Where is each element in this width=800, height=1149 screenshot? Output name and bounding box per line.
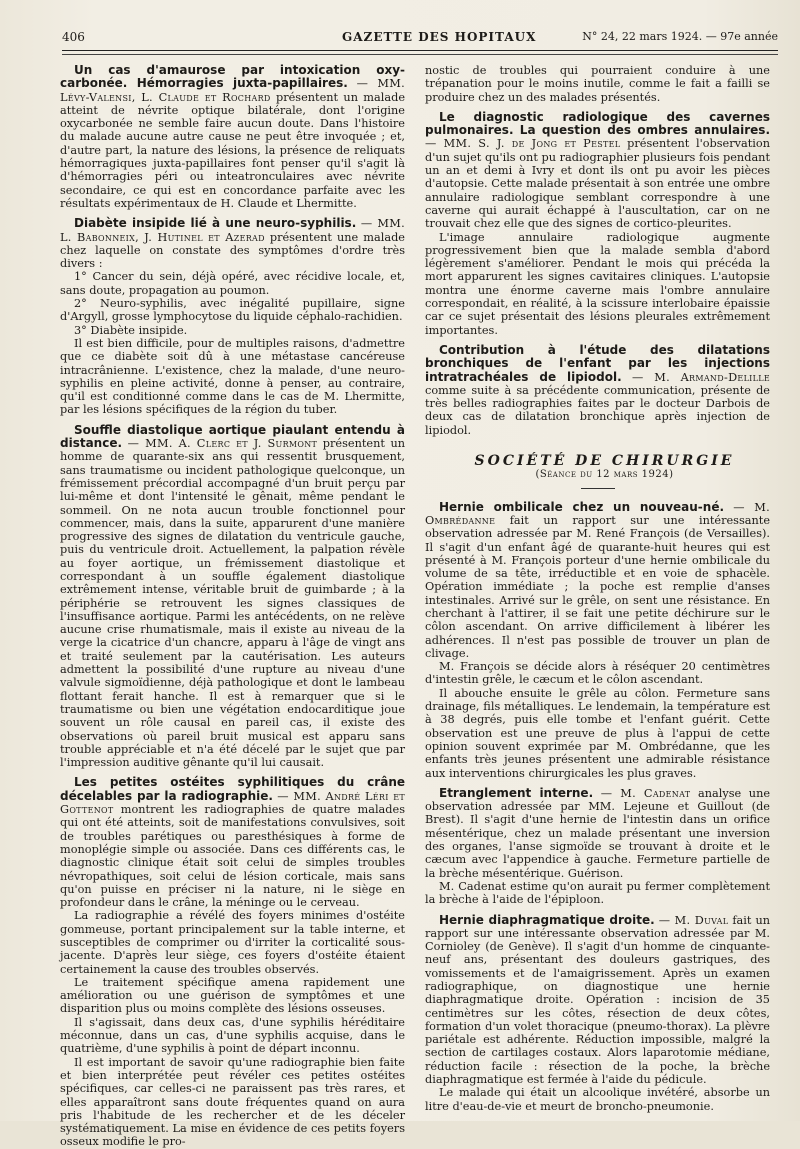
article-text: fait un rapport sur une intéressante observation adressée par M. René François (de Versailles). Il s'agit d'un enfant âgé de quarante-huit heures qui est présenté à M. François porteur d'une hernie ombilicale du volume de sa tête, irréductible et en voie de sphacèle. Opération immédiate ; la poche est remplie d'anses intestinales. Arrivé sur le grêle, on sent une résistance. En cherchant à l'attirer, il se fait une petite déchirure sur le côlon ascendant. On arrive difficilement à libérer les adhérences. Il n'est pas possible de trouver un plan de clivage.	[425, 513, 771, 660]
article-text: Le traitement spécifique amena rapidement une amélioration ou une guérison de symptômes et une disparition plus ou moins complète des lésions osseuses.	[60, 975, 405, 1016]
article-title: Les petites ostéites syphilitiques du crâne décelables par la radiographie.	[60, 775, 405, 803]
session-date: (Séance du 12 mars 1924)	[535, 469, 674, 481]
article-text: Il est important de savoir qu'une radiographie bien faite et bien interprétée peut révéler ces petites ostéites spécifiques, car celles-ci ne paraissent pas très rares, et elles apparaîtront sans doute fréquentes quand on aura pris l'habitude de les rechercher et de les déceler systématiquement. La mise en évidence de ces petits foyers osseux modifie le pro-	[60, 1055, 405, 1149]
article	[60, 217, 405, 270]
article	[60, 776, 405, 909]
article-text: Le malade qui était un alcoolique invétéré, absorbe un litre d'eau-de-vie et meurt de broncho-pneumonie.	[425, 1086, 770, 1113]
header-rule	[62, 50, 778, 51]
article-text: présentent un malade atteint de névrite optique bilatérale, dont l'origine oxycarbonée ne semble faire aucun doute. Dans l'histoire du malade aucune autre cause ne peut être invoquée ; et, d'autre part, la nature des lésions, la présence de reliquats hémorragiques juxta-papillaires font penser qu'il s'agit là d'hémorragies péri ou inteatronculaires avec névrite secondaire, ce qui est en concordance parfaite avec les résultats expérimentaux de H. Claude et Lhermitte.	[60, 90, 406, 210]
page-header	[62, 30, 778, 48]
journal-title: GAZETTE DES HOPITAUX	[342, 30, 537, 44]
article-text: M. Cadenat estime qu'on aurait pu fermer complètement la brèche à l'aide de l'épiploon.	[425, 879, 770, 907]
article-title: Contribution à l'étude des dilatations bronchiques de l'enfant par les injections intratrachéales de lipiodol.	[425, 342, 770, 384]
article	[60, 424, 405, 770]
article-text: La radiographie a révélé des foyers minimes d'ostéite gommeuse, portant principalement sur la table interne, et susceptibles de comprimer ou d'irriter la corticalité sous-jacente. D'après leur siège, ces foyers d'ostéite étaient certainement la cause des troubles observés.	[60, 909, 405, 976]
article-authors: — MM. A. Clerc et J. Surmont	[127, 437, 318, 451]
article	[425, 787, 770, 880]
article-title: Hernie ombilicale chez un nouveau-né.	[439, 499, 725, 514]
article-text: présentent une malade chez laquelle on constate des symptômes d'ordre très divers :	[60, 230, 405, 271]
article-title: Etranglement interne.	[439, 785, 594, 800]
article-authors: — MM. Lévy-Valensi, L. Claude et Rochard	[60, 77, 405, 104]
article-text: nostic de troubles qui pourraient conduire à une trépanation pour le moins inutile, comme le fait a failli se produire chez un des malades présentés.	[425, 64, 770, 104]
article-text: Il abouche ensuite le grêle au côlon. Fermeture sans drainage, fils métalliques. Le lendemain, la température est à 38 degrés, puis elle tombe et l'enfant guérit. Cette observation est une preuve de plus à l'appui de cette opinion souvent exprimée par M. Ombrédanne, que les enfants très jeunes présentent une admirable résistance aux interventions chirurgicales les plus graves.	[425, 686, 770, 780]
article-title: Un cas d'amaurose par intoxication oxy-carbonée. Hémorragies juxta-papillaires.	[60, 63, 405, 91]
article-authors: — M. Cadenat	[600, 786, 691, 800]
article-text: L'image annulaire radiologique augmente progressivement bien que la malade sembla d'abord légèrement s'améliorer. Pendant le mois qui précéda la mort apparurent les signes cavitaires cliniques. L'autopsie montra une énorme caverne mais l'ombre annulaire correspondait, en réalité, à la scissure interlobaire épaissie car ce sujet présentait des lésions pleurales extrêmement importantes.	[425, 230, 770, 337]
right-column	[425, 64, 770, 1113]
article-authors: — MM. André Léri et Gottenot	[60, 789, 405, 817]
article-authors: — M. Duval	[658, 913, 729, 927]
list-item: 3° Diabète insipide.	[74, 323, 188, 337]
article-text: M. François se décide alors à réséquer 20 centimètres d'intestin grêle, le cæcum et le côlon ascendant.	[425, 660, 770, 687]
article-text: Il s'agissait, dans deux cas, d'une syphilis héréditaire méconnue, dans un cas, d'une syphilis acquise, dans le quatrième, d'une syphilis à point de départ inconnu.	[60, 1015, 405, 1056]
left-column	[60, 64, 405, 1149]
article-authors: — M. Armand-Delille	[632, 370, 771, 384]
article-text: présentent l'observation d'un sujet qu'ils ont pu radiographier plusieurs fois pendant un an et demi à Ivry et dont ils ont pu avoir les pièces d'autopsie. Cette malade présentait à son entrée une ombre annulaire radiologique semblant correspondre à une caverne qui aurait échappé à l'auscultation, car on ne trouvait chez elle que des signes de cortico-pleurites.	[425, 137, 770, 231]
header-rule-thin	[62, 54, 778, 55]
article	[60, 64, 405, 210]
article-authors: — MM. S. J. de Jong et Pestel	[425, 137, 621, 151]
article-title: Souffle diastolique aortique piaulant entendu à distance.	[60, 422, 405, 451]
page-number: 406	[62, 30, 85, 44]
article-text: fait un rapport sur une intéressante observation adressée par M. Cornioley (de Genève). Il s'agit d'un homme de cinquante-neuf ans, présentant des douleurs gastriques, des vomissements et de l'amaigrissement. Après un examen radiographique, on diagnostique une hernie diaphragmatique droite. Opération : incision de 35 centimètres sur les côtes, résection de deux côtes, formation d'un volet thoracique (pneumo-thorax). La plèvre pariétale est adhérente. Réduction impossible, malgré la section de cartilages costaux. Alors laparotomie médiane, réduction facile : résection de la poche, la brèche diaphragmatique est fermée à l'aide du pédicule.	[425, 913, 771, 1087]
list-item: 2° Neuro-syphilis, avec inégalité pupillaire, signe d'Argyll, grosse lymphocytose du liquide céphalo-rachidien.	[60, 297, 405, 324]
issue-info: N° 24, 22 mars 1924. — 97e année	[582, 30, 778, 43]
article-text: présentent un homme de quarante-six ans qui ressentit brusquement, sans traumatisme ou incident pathologique quelconque, un frémissement précordial accompagné d'un bruit perçu par lui-même et dont l'intensité le gênait, même pendant le sommeil. On ne nota aucun trouble fonctionnel pour commencer, mais, dans la suite, apparurent d'une manière progressive des signes de dilatation du ventricule gauche, puis du ventricule droit. Actuellement, la palpation révèle au foyer aortique, un frémissement diastolique et correspondant à un souffle également diastolique extrêmement intense, véritable bruit de guimbarde ; à la périphérie se retrouvent les signes classiques de l'insuffisance aortique. Parmi les antécédents, on ne relève aucune crise rhumatismale, mais il existe au niveau de la verge la cicatrice d'un chancre, apparu à l'âge de vingt ans et traité seulement par la cautérisation. Les auteurs admettent la possibilité d'une rupture au niveau d'une valvule sigmoïdienne, déjà pathologique et dont le lambeau flottant ferait hanche. Il est à remarquer que si le traumatisme ou bien une végétation endocarditique joue souvent un rôle causal en pareil cas, il existe des observations où pareil bruit musical est apparu sans trouble appréciable et n'a été décelé par le sujet que par l'impression auditive gênante qu'il lui causait.	[60, 437, 406, 770]
article-authors: — M. Ombrédanne	[425, 500, 770, 527]
article-text: analyse une observation adressée par MM. Lejeune et Guillout (de Brest). Il s'agit d'une hernie de l'intestin dans un orifice mésentérique, chez un malade présentant une inversion des organes, l'anse sigmoïde se trouvant à droite et le cæcum avec l'appendice à gauche. Fermeture partielle de la brèche mésentérique. Guérison.	[425, 786, 771, 880]
article	[425, 914, 770, 1087]
article-text: comme suite à sa précédente communication, présente de très belles radiographies faites par le docteur Darbois de deux cas de dilatation bronchique après injection de lipiodol.	[425, 383, 770, 437]
article-title: Diabète insipide lié à une neuro-syphilis.	[74, 216, 357, 231]
article-title: Le diagnostic radiologique des cavernes pulmonaires. La question des ombres annulaires.	[425, 109, 770, 138]
article-text: Il est bien difficile, pour de multiples raisons, d'admettre que ce diabète soit dû à une métastase cancéreuse intracrânienne. L'existence, chez la malade, d'une neuro-syphilis en pleine activité, donne à penser, au contraire, qu'il est conditionné comme dans le cas de M. Lhermitte, par les lésions spécifiques de la région du tuber.	[60, 336, 405, 417]
list-item: 1° Cancer du sein, déjà opéré, avec récidive locale, et, sans doute, propagation au poumon.	[60, 270, 405, 297]
article-title: Hernie diaphragmatique droite.	[439, 912, 655, 927]
article-text: montrent les radiographies de quatre malades qui ont été atteints, soit de manifestations convulsives, soit de troubles parétiques ou paresthésiques à forme de monoplégie simple ou associée. Dans ces différents cas, le diagnostic clinique était soit celui de simples troubles névropathiques, soit celui de lésion corticale, mais sans qu'on puisse en préciser ni la nature, ni le siège en profondeur dans le crâne, la méninge ou le cerveau.	[60, 803, 406, 910]
article	[425, 111, 770, 231]
article-authors: — MM. L. Babonneix, J. Hutinel et Azerad	[60, 217, 405, 244]
article	[425, 344, 770, 437]
society-heading: SOCIÉTÉ DE CHIRURGIE	[474, 453, 735, 470]
article	[425, 501, 770, 661]
